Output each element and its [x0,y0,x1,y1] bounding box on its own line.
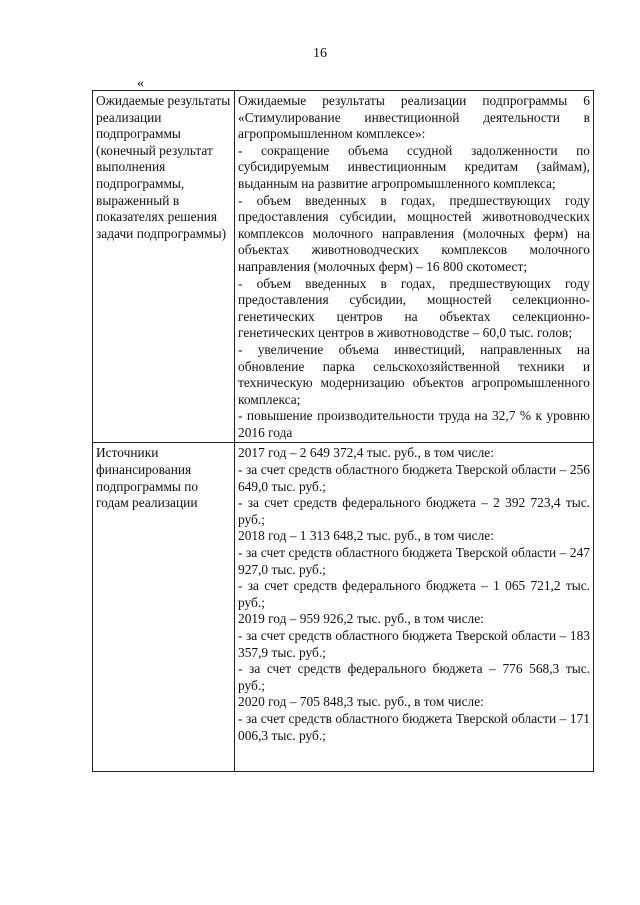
table-cell-spacer [238,744,590,770]
row-label-expected-results: Ожидаемые результаты реализации подпрограммы (конечный результат выполнения подпрограммы, выраженный в показателях решения задачи подпрограммы) [93,91,235,443]
page-number: 16 [313,46,327,61]
row-label-funding-sources: Источники финансирования подпрограммы по годам реализации [93,443,235,772]
content-paragraph: - за счет средств областного бюджета Тверской области – 171 006,3 тыс. руб.; [238,710,590,743]
content-paragraph: - за счет средств областного бюджета Тверской области – 256 649,0 тыс. руб.; [238,462,590,494]
row-content-funding-sources [235,443,594,772]
content-paragraph: 2017 год – 2 649 372,4 тыс. руб., в том числе: [238,445,494,461]
table-row-funding-sources [93,443,594,772]
content-paragraph: - за счет средств федерального бюджета – 2 392 723,4 тыс. руб.; [238,495,590,527]
content-paragraph: - повышение производительности труда на 32,7 % к уровню 2016 года [238,408,590,440]
content-paragraph: Ожидаемые результаты реализации подпрограммы 6 «Стимулирование инвестиционной деятельности в агропромышленном комплексе»: [238,93,590,142]
opening-quote-mark: « [137,76,144,91]
subprogram-passport-table [92,90,594,772]
content-paragraph: 2019 год – 959 926,2 тыс. руб., в том числе: [238,611,484,627]
content-paragraph: - за счет средств областного бюджета Тверской области – 183 357,9 тыс. руб.; [238,628,590,660]
content-paragraph: - объем введенных в годах, предшествующих году предоставления субсидии, мощностей селекционно-генетических центров на объектах селекционно-генетических центров в животноводстве – 60,0 тыс. голов; [238,275,590,341]
row-content-expected-results [235,91,594,443]
content-paragraph: - объем введенных в годах, предшествующих году предоставления субсидии, мощностей животноводческих комплексов молочного направления (молочных ферм) на объектах животноводческих комплексов молочного направления (молочных ферм) – 16 800 скотомест; [238,192,590,274]
content-paragraph: - сокращение объема ссудной задолженности по субсидируемым инвестиционным кредитам (займам), выданным на развитие агропромышленного комплекса; [238,142,590,191]
content-paragraph: - за счет средств областного бюджета Тверской области – 247 927,0 тыс. руб.; [238,545,590,577]
content-paragraph: - за счет средств федерального бюджета – 776 568,3 тыс. руб.; [238,661,590,693]
content-paragraph: 2020 год – 705 848,3 тыс. руб., в том числе: [238,694,484,710]
table-row-expected-results [93,91,594,443]
content-paragraph: - за счет средств федерального бюджета – 1 065 721,2 тыс. руб.; [238,578,590,610]
content-paragraph: - увеличение объема инвестиций, направленных на обновление парка сельскохозяйственной техники и техническую модернизацию объектов агропромышленного комплекса; [238,341,590,407]
content-paragraph: 2018 год – 1 313 648,2 тыс. руб., в том числе: [238,528,494,544]
